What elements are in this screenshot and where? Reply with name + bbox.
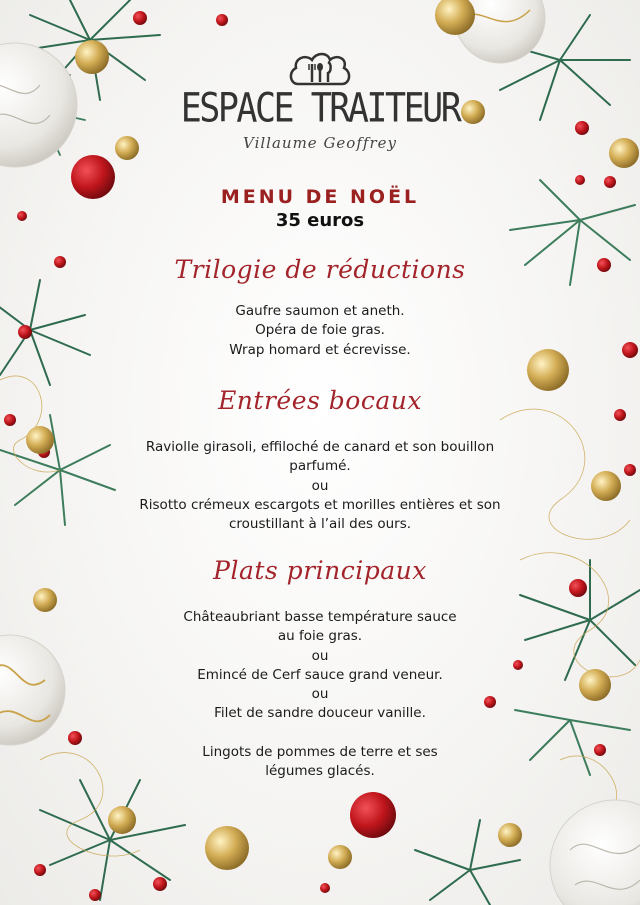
- menu-line: au foie gras.: [277, 628, 363, 645]
- menu-line: légumes glacés.: [265, 763, 375, 780]
- menu-line: Lingots de pommes de terre et ses: [202, 744, 438, 761]
- menu-line: Gaufre saumon et aneth.: [235, 303, 405, 319]
- menu-line: croustillant à l’ail des ours.: [228, 516, 412, 533]
- section-title-plats: Plats principaux: [213, 556, 427, 585]
- menu-title: MENU DE NOËL: [220, 186, 420, 208]
- menu-line: parfumé.: [289, 458, 351, 475]
- chef-hat-cutlery-icon: [288, 50, 352, 90]
- menu-line: ou: [311, 477, 329, 494]
- section-items-plats: [120, 608, 520, 782]
- menu-line: ou: [311, 647, 329, 664]
- section-title-entrees: Entrées bocaux: [218, 386, 422, 415]
- menu-line: Emincé de Cerf sauce grand veneur.: [197, 666, 443, 683]
- menu-line: Filet de sandre douceur vanille.: [214, 705, 426, 722]
- menu-line: Châteaubriant basse température sauce: [183, 609, 457, 625]
- menu-price: 35 euros: [275, 210, 365, 231]
- section-items-trilogie: [120, 302, 520, 360]
- menu-line: Opéra de foie gras.: [255, 322, 385, 339]
- brand-name: ESPACE TRAITEUR: [180, 86, 460, 132]
- section-title-trilogie: Trilogie de réductions: [174, 255, 466, 284]
- menu-line: Wrap homard et écrevisse.: [229, 341, 411, 358]
- menu-line: ou: [311, 686, 329, 703]
- menu-line: Risotto crémeux escargots et morilles entières et son: [139, 496, 501, 513]
- section-items-entrees: [120, 438, 520, 534]
- menu-line-spacer: [120, 724, 520, 743]
- brand-signature: Villaume Geoffrey: [243, 134, 397, 152]
- brand-logo: [120, 50, 520, 180]
- menu-line: Raviolle girasoli, effiloché de canard et son bouillon: [145, 439, 495, 455]
